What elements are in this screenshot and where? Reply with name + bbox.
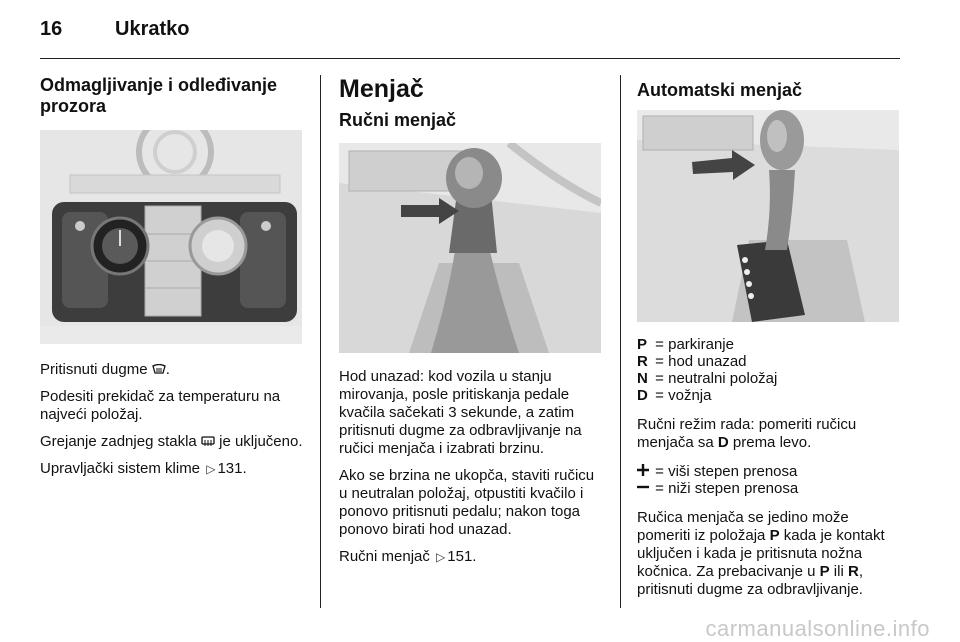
column-automatic [637, 75, 902, 608]
manual-transmission-subheading: Ručni menjač [339, 110, 457, 130]
reverse-gear-retry: Ako se brzina ne ukopča, staviti ručicu u neutralan položaj, otpustiti kvačilo i ponovo pritisnuti pedalu; nakon toga ponovo birati hod unazad. [339, 467, 595, 538]
column-divider-2 [620, 75, 621, 608]
column-transmission [339, 75, 604, 575]
page-number: 16 [40, 18, 63, 40]
page-header [40, 18, 189, 41]
cross-reference-icon: ▷ [436, 550, 446, 564]
transmission-heading: Menjač [339, 75, 424, 103]
legend-row-p: P = parkiranje [637, 336, 734, 353]
manual-gear-lever-illustration [339, 143, 601, 353]
gear-position-legend [637, 336, 902, 404]
defrost-step-1: Pritisnuti dugme . [40, 361, 170, 378]
manual-transmission-reference: Ručni menjač ▷ 151. [339, 548, 477, 565]
automatic-gear-lever-illustration [637, 110, 899, 322]
climate-reference: Upravljački sistem klime ▷ 131. [40, 460, 247, 477]
automatic-transmission-heading: Automatski menjač [637, 80, 803, 100]
legend-row-n: N = neutralni položaj [637, 370, 778, 387]
climate-page-ref[interactable]: 131. [217, 460, 247, 477]
column-defrost [40, 75, 305, 487]
manual-transmission-page-ref[interactable]: 151. [447, 548, 477, 565]
column-divider-1 [320, 75, 321, 608]
defrost-step-3: Grejanje zadnjeg stakla je uključeno. [40, 433, 303, 450]
windscreen-defrost-icon [152, 362, 166, 373]
plus-icon [637, 463, 651, 480]
header-rule [40, 58, 900, 59]
defrost-heading: Odmagljivanje i odleđivanje prozora [40, 75, 278, 116]
watermark: carmanualsonline.info [705, 616, 930, 641]
minus-icon [637, 480, 651, 497]
rear-window-heating-icon [201, 434, 215, 445]
defrost-step-2: Podesiti prekidač za temperaturu na najveći položaj. [40, 388, 281, 423]
cross-reference-icon: ▷ [206, 462, 216, 476]
shift-down-row: = niži stepen prenosa [637, 480, 902, 497]
shift-up-row: = viši stepen prenosa [637, 463, 902, 480]
legend-row-d: D = vožnja [637, 387, 712, 404]
shift-lock-instruction: Ručica menjača se jedino može pomeriti iz položaja P kada je kontakt uključen i kada je pritisnuta nožna kočnica. Za prebacivanje u P ili R, pritisnuti dugme za odbravljivanje. [637, 509, 885, 598]
reverse-gear-instruction: Hod unazad: kod vozila u stanju mirovanja, posle pritiskanja pedale kvačila sačekati 3 sekunde, a zatim pritisnuti dugme za odbravljivanje na ručici menjača i izabrati brzinu. [339, 368, 582, 457]
legend-row-r: R = hod unazad [637, 353, 747, 370]
climate-panel-illustration [40, 130, 302, 344]
manual-mode-instruction: Ručni režim rada: pomeriti ručicu menjača sa D prema levo. [637, 416, 857, 451]
page-title: Ukratko [115, 18, 190, 40]
